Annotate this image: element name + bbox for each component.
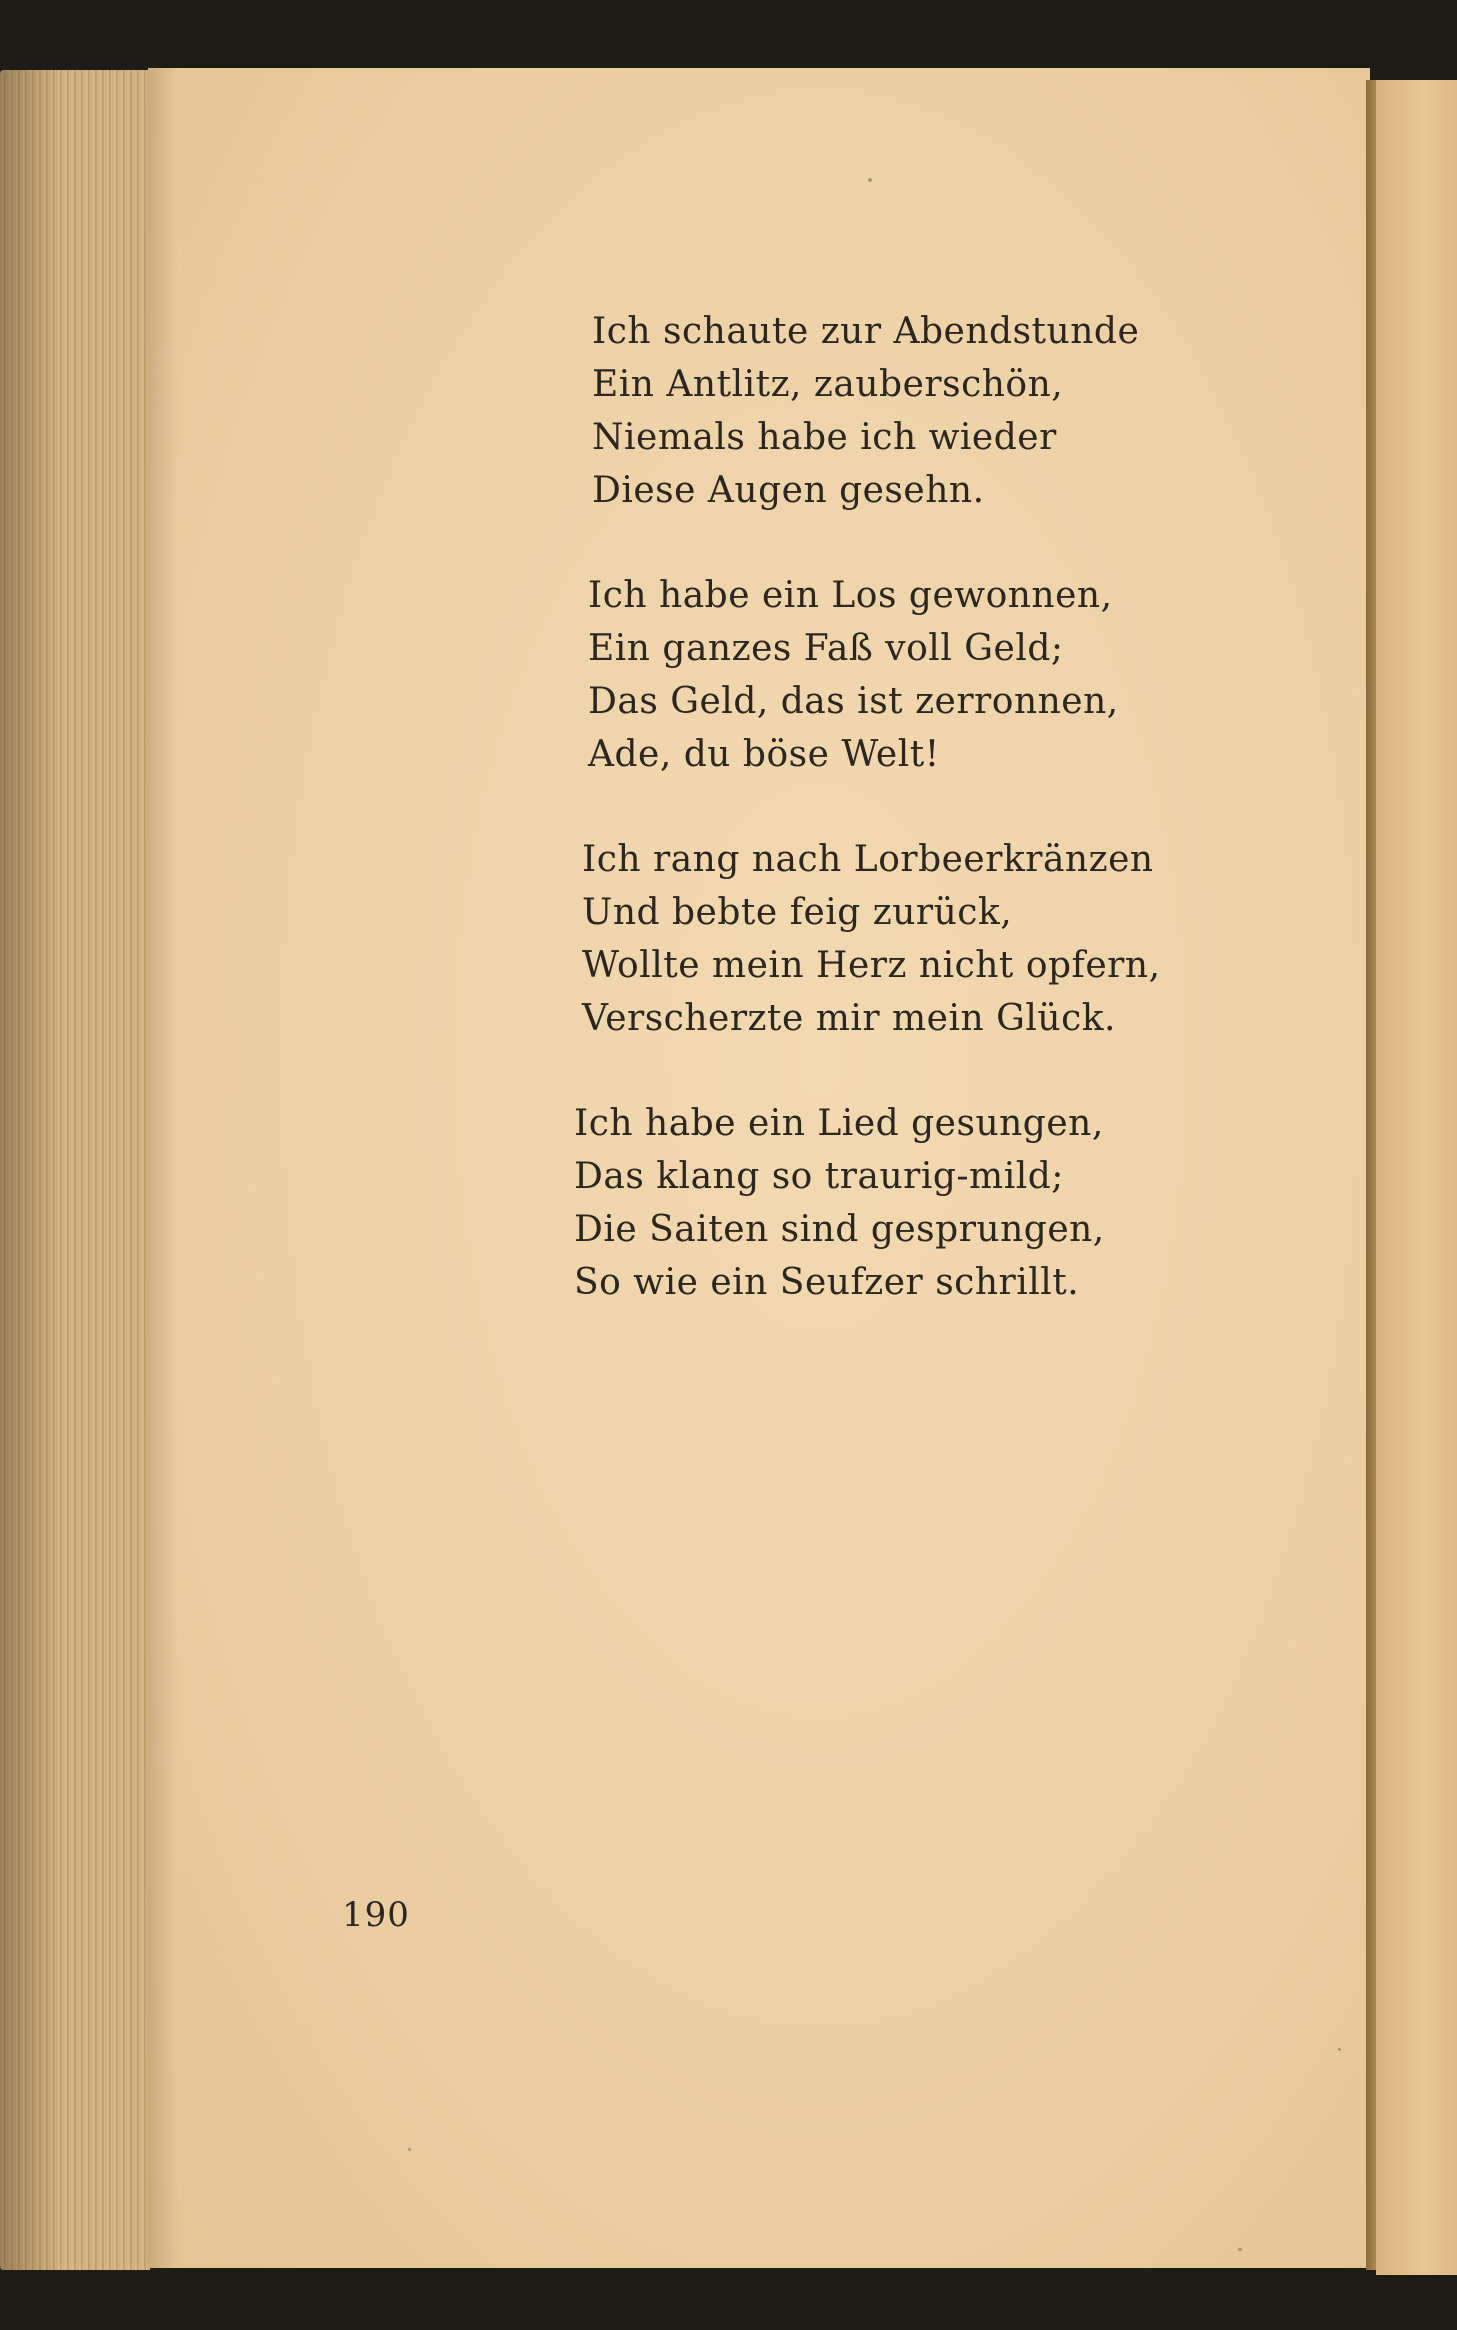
poem-line: Ich schaute zur Abendstunde: [592, 311, 1140, 352]
poem-line: Ich habe ein Los gewonnen,: [588, 575, 1113, 616]
poem-line: Ich rang nach Lorbeerkränzen: [582, 839, 1154, 880]
poem-line: Ein ganzes Faß voll Geld;: [588, 628, 1064, 669]
stanza: [420, 569, 1200, 781]
poem-line: Verscherzte mir mein Glück.: [582, 998, 1116, 1039]
poem-line: Wollte mein Herz nicht opfern,: [582, 945, 1161, 986]
poem: [420, 305, 1200, 1361]
poem-line: Und bebte feig zurück,: [582, 892, 1013, 933]
poem-line: Ade, du böse Welt!: [588, 734, 940, 775]
stanza: [420, 1097, 1200, 1309]
page-number: 190: [342, 1895, 410, 1935]
poem-line: Niemals habe ich wieder: [592, 417, 1057, 458]
poem-line: Das klang so traurig-mild;: [574, 1156, 1064, 1197]
next-page-edge: [1376, 80, 1457, 2275]
poem-line: Diese Augen gesehn.: [592, 470, 985, 511]
poem-line: Das Geld, das ist zerronnen,: [588, 681, 1119, 722]
poem-line: Die Saiten sind gesprungen,: [574, 1209, 1105, 1250]
stanza: [420, 833, 1200, 1045]
page-edges: [0, 70, 150, 2270]
poem-line: So wie ein Seufzer schrillt.: [574, 1262, 1080, 1303]
poem-line: Ein Antlitz, zauberschön,: [592, 364, 1064, 405]
poem-line: Ich habe ein Lied gesungen,: [574, 1103, 1104, 1144]
stanza: [420, 305, 1200, 517]
